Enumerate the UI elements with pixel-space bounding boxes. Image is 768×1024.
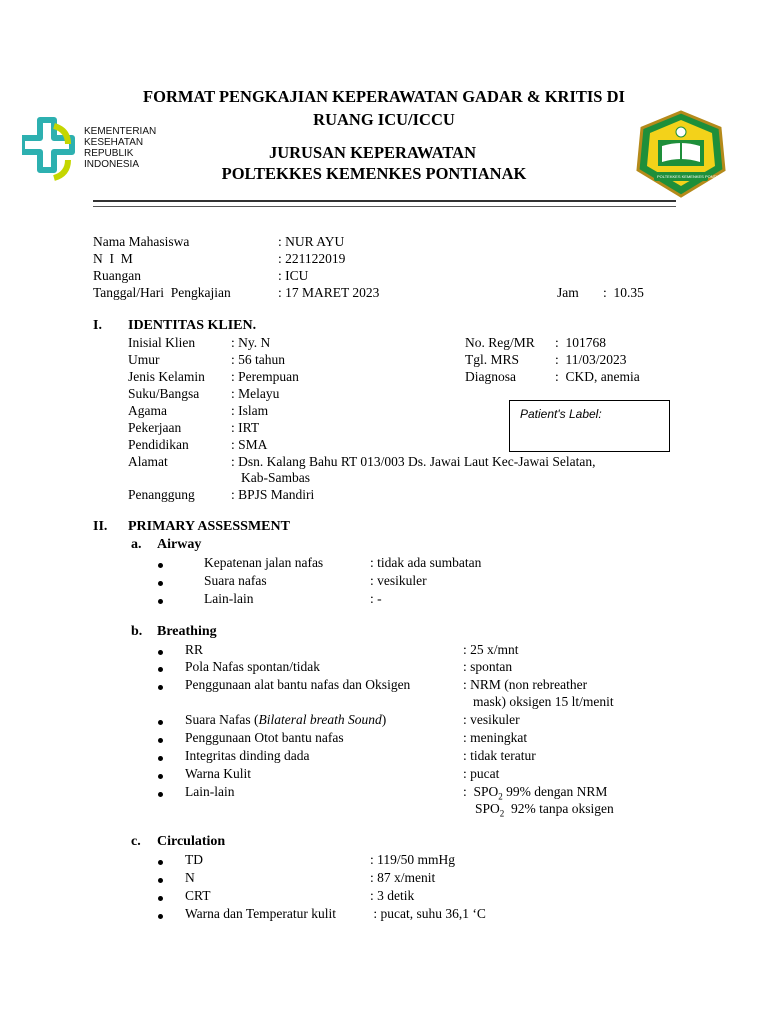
form-title-line2: RUANG ICU/ICCU — [313, 110, 455, 129]
mrs-value: : 11/03/2023 — [555, 352, 627, 367]
circulation-item-value: : 87 x/menit — [370, 870, 436, 885]
room-label: Ruangan — [93, 268, 141, 283]
circulation-item-value: : 3 detik — [370, 888, 415, 903]
breathing-item-label: Integritas dinding dada — [185, 748, 310, 763]
airway-item-label: Suara nafas — [204, 573, 267, 588]
identity-label: Jenis Kelamin — [128, 369, 205, 384]
diagnosis-label: Diagnosa — [465, 369, 516, 384]
identity-label: Alamat — [128, 454, 168, 469]
spo2-text: SPO — [475, 801, 500, 816]
diagnosis-value: : CKD, anemia — [555, 369, 640, 384]
airway-item-label: Kepatenan jalan nafas — [204, 555, 324, 570]
bullet-icon — [158, 756, 163, 761]
mrs-label: Tgl. MRS — [465, 352, 520, 367]
breathing-item-value: : NRM (non rebreather — [463, 677, 588, 692]
bullet-icon — [158, 685, 163, 690]
label-end: ) — [381, 712, 387, 727]
breathing-item-label — [185, 712, 386, 728]
bullet-icon — [158, 563, 163, 568]
circulation-item-label: TD — [185, 852, 203, 867]
room-value: : ICU — [278, 268, 309, 283]
dept-line2: POLTEKKES KEMENKES PONTIANAK — [221, 164, 527, 183]
identity-value: : 56 tahun — [231, 352, 285, 367]
identity-value: : Perempuan — [231, 369, 299, 384]
identity-value: Kab-Sambas — [241, 470, 310, 485]
breathing-item-value: : pucat — [463, 766, 500, 781]
identity-label: Pekerjaan — [128, 420, 182, 435]
patient-label-title: Patient's Label: — [520, 407, 602, 421]
circulation-letter: c. — [131, 834, 141, 849]
label-italic: Bilateral breath Sound — [258, 712, 382, 727]
bullet-icon — [158, 650, 163, 655]
identity-value: : BPJS Mandiri — [231, 487, 315, 502]
bullet-icon — [158, 878, 163, 883]
student-name-value: : NUR AYU — [278, 234, 345, 249]
identity-value: : SMA — [231, 437, 268, 452]
identity-value: : Dsn. Kalang Bahu RT 013/003 Ds. Jawai Laut Kec-Jawai Selatan, — [231, 454, 596, 469]
student-name-label: Nama Mahasiswa — [93, 234, 190, 249]
section2-number: II. — [93, 519, 108, 534]
kemenkes-line1: KEMENTERIAN — [84, 126, 157, 137]
section1-number: I. — [93, 318, 102, 333]
reg-value: : 101768 — [555, 335, 607, 350]
label-start: Suara Nafas ( — [185, 712, 259, 727]
breathing-item-value-cont: mask) oksigen 15 lt/menit — [473, 694, 614, 709]
identity-value: : IRT — [231, 420, 260, 435]
breathing-item-label: RR — [185, 642, 204, 657]
breathing-letter: b. — [131, 624, 143, 639]
header-divider — [93, 200, 676, 207]
spo2-sub: 2 — [498, 791, 503, 802]
airway-letter: a. — [131, 537, 142, 552]
airway-item-value: : tidak ada sumbatan — [370, 555, 482, 570]
breathing-item-label: Pola Nafas spontan/tidak — [185, 659, 320, 674]
time-label: Jam — [557, 285, 579, 300]
kemenkes-line4: INDONESIA — [84, 159, 140, 170]
airway-item-value: : - — [370, 591, 382, 606]
breathing-title: Breathing — [157, 624, 217, 639]
reg-label: No. Reg/MR — [465, 335, 535, 350]
student-nim-label: N I M — [93, 251, 133, 266]
breathing-item-label: Warna Kulit — [185, 766, 252, 781]
date-value: : 17 MARET 2023 — [278, 285, 380, 300]
airway-item-label: Lain-lain — [204, 591, 254, 606]
circulation-item-label: Warna dan Temperatur kulit — [185, 906, 337, 921]
bullet-icon — [158, 792, 163, 797]
identity-value: : Islam — [231, 403, 269, 418]
breathing-item-label: Penggunaan Otot bantu nafas — [185, 730, 344, 745]
bullet-icon — [158, 599, 163, 604]
airway-item-value: : vesikuler — [370, 573, 427, 588]
airway-title: Airway — [157, 537, 202, 552]
breathing-item-value: : vesikuler — [463, 712, 520, 727]
identity-value: : Ny. N — [231, 335, 271, 350]
patient-label-box — [509, 400, 670, 452]
breathing-item-value: : spontan — [463, 659, 513, 674]
identity-label: Suku/Bangsa — [128, 386, 200, 401]
breathing-item-value — [463, 784, 607, 802]
identity-label: Pendidikan — [128, 437, 189, 452]
date-label: Tanggal/Hari Pengkajian — [93, 285, 231, 300]
section1-title: IDENTITAS KLIEN. — [128, 318, 257, 333]
identity-label: Agama — [128, 403, 167, 418]
time-value: : 10.35 — [603, 285, 644, 300]
breathing-item-value: : 25 x/mnt — [463, 642, 519, 657]
spo2-rest: 99% dengan NRM — [502, 784, 608, 799]
circulation-title: Circulation — [157, 834, 226, 849]
student-nim-value: : 221122019 — [278, 251, 346, 266]
poltekkes-logo-text: POLTEKKES KEMENKES PONTIANAK — [657, 174, 729, 179]
breathing-item-label: Penggunaan alat bantu nafas dan Oksigen — [185, 677, 411, 692]
bullet-icon — [158, 860, 163, 865]
dept-line1: JURUSAN KEPERAWATAN — [268, 143, 477, 162]
bullet-icon — [158, 914, 163, 919]
section2-title: PRIMARY ASSESSMENT — [128, 519, 290, 534]
form-title-line1: FORMAT PENGKAJIAN KEPERAWATAN GADAR & KRITIS DI — [143, 87, 625, 106]
bullet-icon — [158, 738, 163, 743]
breathing-item-value: : meningkat — [463, 730, 528, 745]
spo2-sub: 2 — [499, 808, 505, 819]
circulation-item-label: CRT — [185, 888, 211, 903]
identity-label: Penanggung — [128, 487, 195, 502]
kemenkes-line2: KESEHATAN — [84, 137, 144, 148]
bullet-icon — [158, 774, 163, 779]
breathing-item-value-cont — [475, 801, 614, 819]
bullet-icon — [158, 896, 163, 901]
breathing-item-value: : tidak teratur — [463, 748, 536, 763]
identity-value: : Melayu — [231, 386, 280, 401]
circulation-item-value: : pucat, suhu 36,1 ‘C — [370, 906, 486, 921]
circulation-item-value: : 119/50 mmHg — [370, 852, 456, 867]
kemenkes-line3: REPUBLIK — [84, 148, 134, 159]
bullet-icon — [158, 667, 163, 672]
spo2-text: : SPO — [463, 784, 499, 799]
circulation-item-label: N — [185, 870, 195, 885]
bullet-icon — [158, 720, 163, 725]
breathing-item-label: Lain-lain — [185, 784, 235, 799]
identity-label: Umur — [128, 352, 160, 367]
bullet-icon — [158, 581, 163, 586]
spo2-rest: 92% tanpa oksigen — [504, 801, 614, 816]
identity-label: Inisial Klien — [128, 335, 196, 350]
